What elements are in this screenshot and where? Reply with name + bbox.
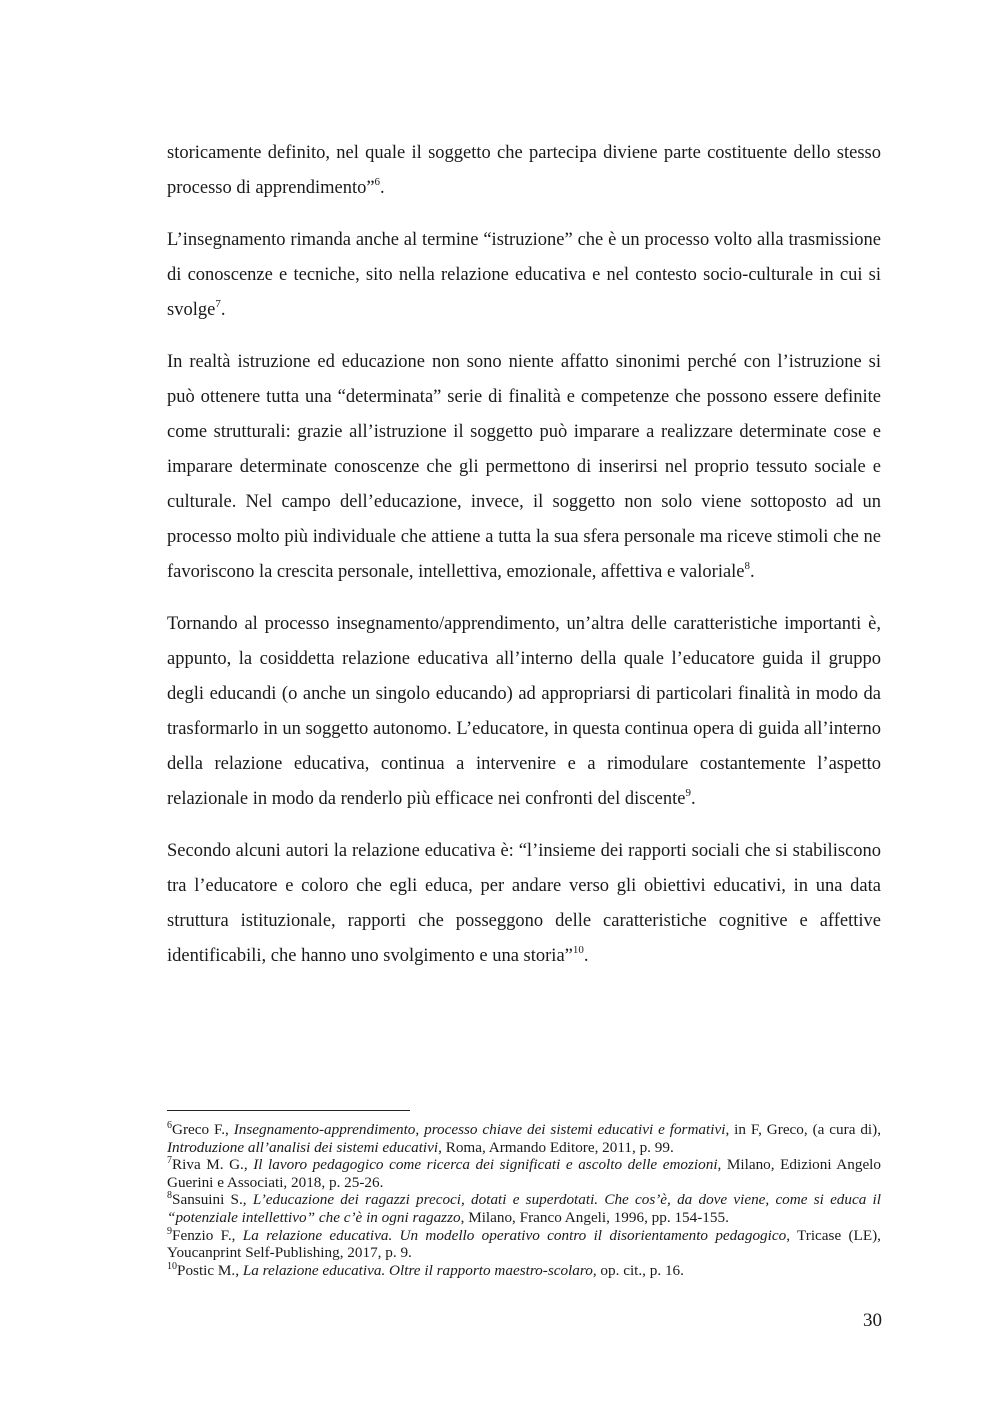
body-text [167, 136, 881, 991]
footnote-details: , Tricase (LE), Youcanprint Self-Publishing, 2017, p. 9. [167, 1226, 881, 1262]
paragraph-text: Secondo alcuni autori la relazione educativa è: “l’insieme dei rapporti sociali che si stabiliscono tra l’educatore e coloro che egli educa, per andare verso gli obiettivi educativi, in una data struttura istituzionale, rapporti che posseggono delle caratteristiche cognitive e affettive identificabili, che hanno uno svolgimento e una storia” [167, 841, 881, 966]
paragraph-text: In realtà istruzione ed educazione non sono niente affatto sinonimi perché con l’istruzione si può ottenere tutta una “determinata” serie di finalità e competenze che possono essere definite come strutturali: grazie all’istruzione il soggetto può imparare a realizzare determinate cose e imparare determinate conoscenze che gli permettono di inserirsi nel proprio tessuto sociale e culturale. Nel campo dell’educazione, invece, il soggetto non solo viene sottoposto ad un processo molto più individuale che attiene a tutta la sua sfera personale ma riceve stimoli che ne favoriscono la crescita personale, intellettiva, emozionale, affettiva e valoriale [167, 352, 881, 582]
paragraph [167, 223, 881, 328]
paragraph [167, 834, 881, 974]
footnote-author: Greco F., [172, 1121, 234, 1138]
paragraph-text: L’insegnamento rimanda anche al termine “istruzione” che è un processo volto alla trasmissione di conoscenze e tecniche, sito nella relazione educativa e nel contesto socio-culturale in cui si svolge [167, 230, 881, 320]
footnote-details: , op. cit., p. 16. [592, 1261, 684, 1279]
footnote-ref[interactable]: 8 [744, 559, 751, 572]
footnote-title: L’educazione dei ragazzi precoci, dotati e superdotati. Che cos’è, da dove viene, come si educa il “potenziale intellettivo” che c’è in ogni ragazzo [167, 1191, 881, 1226]
paragraph-end: . [690, 789, 696, 809]
footnote-separator [167, 1110, 410, 1111]
footnote [167, 1191, 881, 1226]
footnotes [167, 1121, 881, 1279]
footnote-author: Postic M., [177, 1261, 243, 1279]
footnote-number: 7 [167, 1155, 172, 1167]
footnote-author: Sansuini S., [172, 1191, 253, 1209]
footnote-author: Riva M. G., [172, 1156, 254, 1174]
footnote-title: La relazione educativa. Un modello operativo contro il disorientamento pedagogico [242, 1226, 787, 1244]
paragraph-end: . [220, 300, 226, 320]
footnote-title: Il lavoro pedagogico come ricerca dei significati e ascolto delle emozioni [253, 1156, 718, 1174]
footnote [167, 1227, 881, 1262]
paragraph [167, 345, 881, 590]
footnote-ref[interactable]: 9 [685, 786, 691, 799]
footnote-number: 9 [167, 1225, 172, 1237]
page-number: 30 [863, 1310, 882, 1331]
footnote [167, 1262, 881, 1280]
paragraph-end: . [380, 178, 385, 198]
paragraph [167, 607, 881, 817]
footnote-number: 10 [167, 1260, 177, 1272]
footnote-title: Insegnamento-apprendimento, processo chiave dei sistemi educativi e formativi [233, 1121, 726, 1138]
footnote-number: 6 [167, 1119, 172, 1131]
footnote-title: Introduzione all’analisi dei sistemi educativi [167, 1138, 439, 1156]
footnote [167, 1156, 881, 1191]
footnote-author: Fenzio F., [172, 1226, 243, 1244]
footnote-details: , Roma, Armando Editore, 2011, p. 99. [438, 1138, 674, 1156]
footnote-details: , Milano, Franco Angeli, 1996, pp. 154-155. [460, 1208, 729, 1226]
footnote-ref[interactable]: 7 [215, 297, 221, 310]
paragraph-text: Tornando al processo insegnamento/apprendimento, un’altra delle caratteristiche importanti è, appunto, la cosiddetta relazione educativa all’interno della quale l’educatore guida il gruppo degli educandi (o anche un singolo educando) ad appropriarsi di particolari finalità in modo da trasformarlo in un soggetto autonomo. L’educatore, in questa continua opera di guida all’interno della relazione educativa, continua a intervenire e a rimodulare costantemente l’aspetto relazionale in modo da renderlo più efficace nei confronti del discente [167, 614, 881, 809]
paragraph-end: . [583, 946, 589, 966]
paragraph [167, 136, 881, 206]
paragraph-text: storicamente definito, nel quale il soggetto che partecipa diviene parte costituente dello stesso processo di apprendimento” [167, 143, 881, 198]
footnote-title: La relazione educativa. Oltre il rapporto maestro-scolaro [242, 1261, 593, 1279]
footnote-ref[interactable]: 10 [572, 943, 584, 956]
footnote-details: , Milano, Edizioni Angelo Guerini e Associati, 2018, p. 25-26. [167, 1156, 881, 1191]
paragraph-end: . [750, 562, 755, 582]
footnote [167, 1121, 881, 1156]
footnote-ref[interactable]: 6 [374, 175, 381, 188]
footnote-number: 8 [167, 1190, 172, 1202]
footnote-details: , in F, Greco, (a cura di), [725, 1121, 882, 1138]
